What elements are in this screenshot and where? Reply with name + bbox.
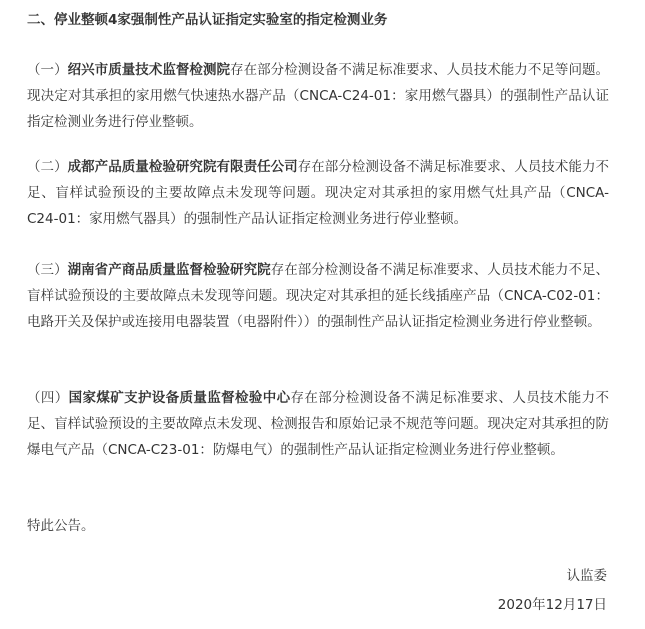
paragraph-3-org: 湖南省产商品质量监督检验研究院 — [67, 262, 271, 278]
paragraph-3 — [27, 257, 609, 335]
paragraph-4 — [27, 385, 609, 463]
paragraph-3-prefix: （三） — [27, 262, 68, 278]
issue-date: 2020年12月17日 — [497, 597, 607, 613]
paragraph-4-body: 存在部分检测设备不满足标准要求、人员技术能力不足、盲样试验预设的主要故障点未发现、检测报告和原始记录不规范等问题。现决定对其承担的防爆电气产品（CNCA-C23-01：防爆电气）的强制性产品认证指定检测业务进行停业整顿。 — [27, 390, 610, 458]
paragraph-2 — [27, 154, 609, 232]
paragraph-1-prefix: （一） — [27, 62, 68, 78]
paragraph-4-prefix: （四） — [27, 390, 69, 406]
paragraph-1 — [27, 57, 609, 135]
paragraph-2-body: 存在部分检测设备不满足标准要求、人员技术能力不足、盲样试验预设的主要故障点未发现等问题。现决定对其承担的家用燃气灶具产品（CNCA-C24-01：家用燃气器具）的强制性产品认证指定检测业务进行停业整顿。 — [27, 159, 610, 227]
paragraph-1-body: 存在部分检测设备不满足标准要求、人员技术能力不足等问题。现决定对其承担的家用燃气快速热水器产品（CNCA-C24-01：家用燃气器具）的强制性产品认证指定检测业务进行停业整顿。 — [27, 62, 610, 130]
paragraph-4-org: 国家煤矿支护设备质量监督检验中心 — [68, 390, 291, 406]
closing-notice: 特此公告。 — [27, 518, 95, 534]
paragraph-1-org: 绍兴市质量技术监督检测院 — [67, 62, 231, 78]
paragraph-2-org: 成都产品质量检验研究院有限责任公司 — [67, 159, 298, 175]
paragraph-3-body: 存在部分检测设备不满足标准要求、人员技术能力不足、盲样试验预设的主要故障点未发现等问题。现决定对其承担的延长线插座产品（CNCA-C02-01：电路开关及保护或连接用电器装置（电器附件））的强制性产品认证指定检测业务进行停业整顿。 — [27, 262, 610, 330]
section-heading: 二、停业整顿4家强制性产品认证指定实验室的指定检测业务 — [27, 12, 388, 28]
paragraph-2-prefix: （二） — [27, 159, 68, 175]
issuer-name: 认监委 — [566, 568, 607, 584]
